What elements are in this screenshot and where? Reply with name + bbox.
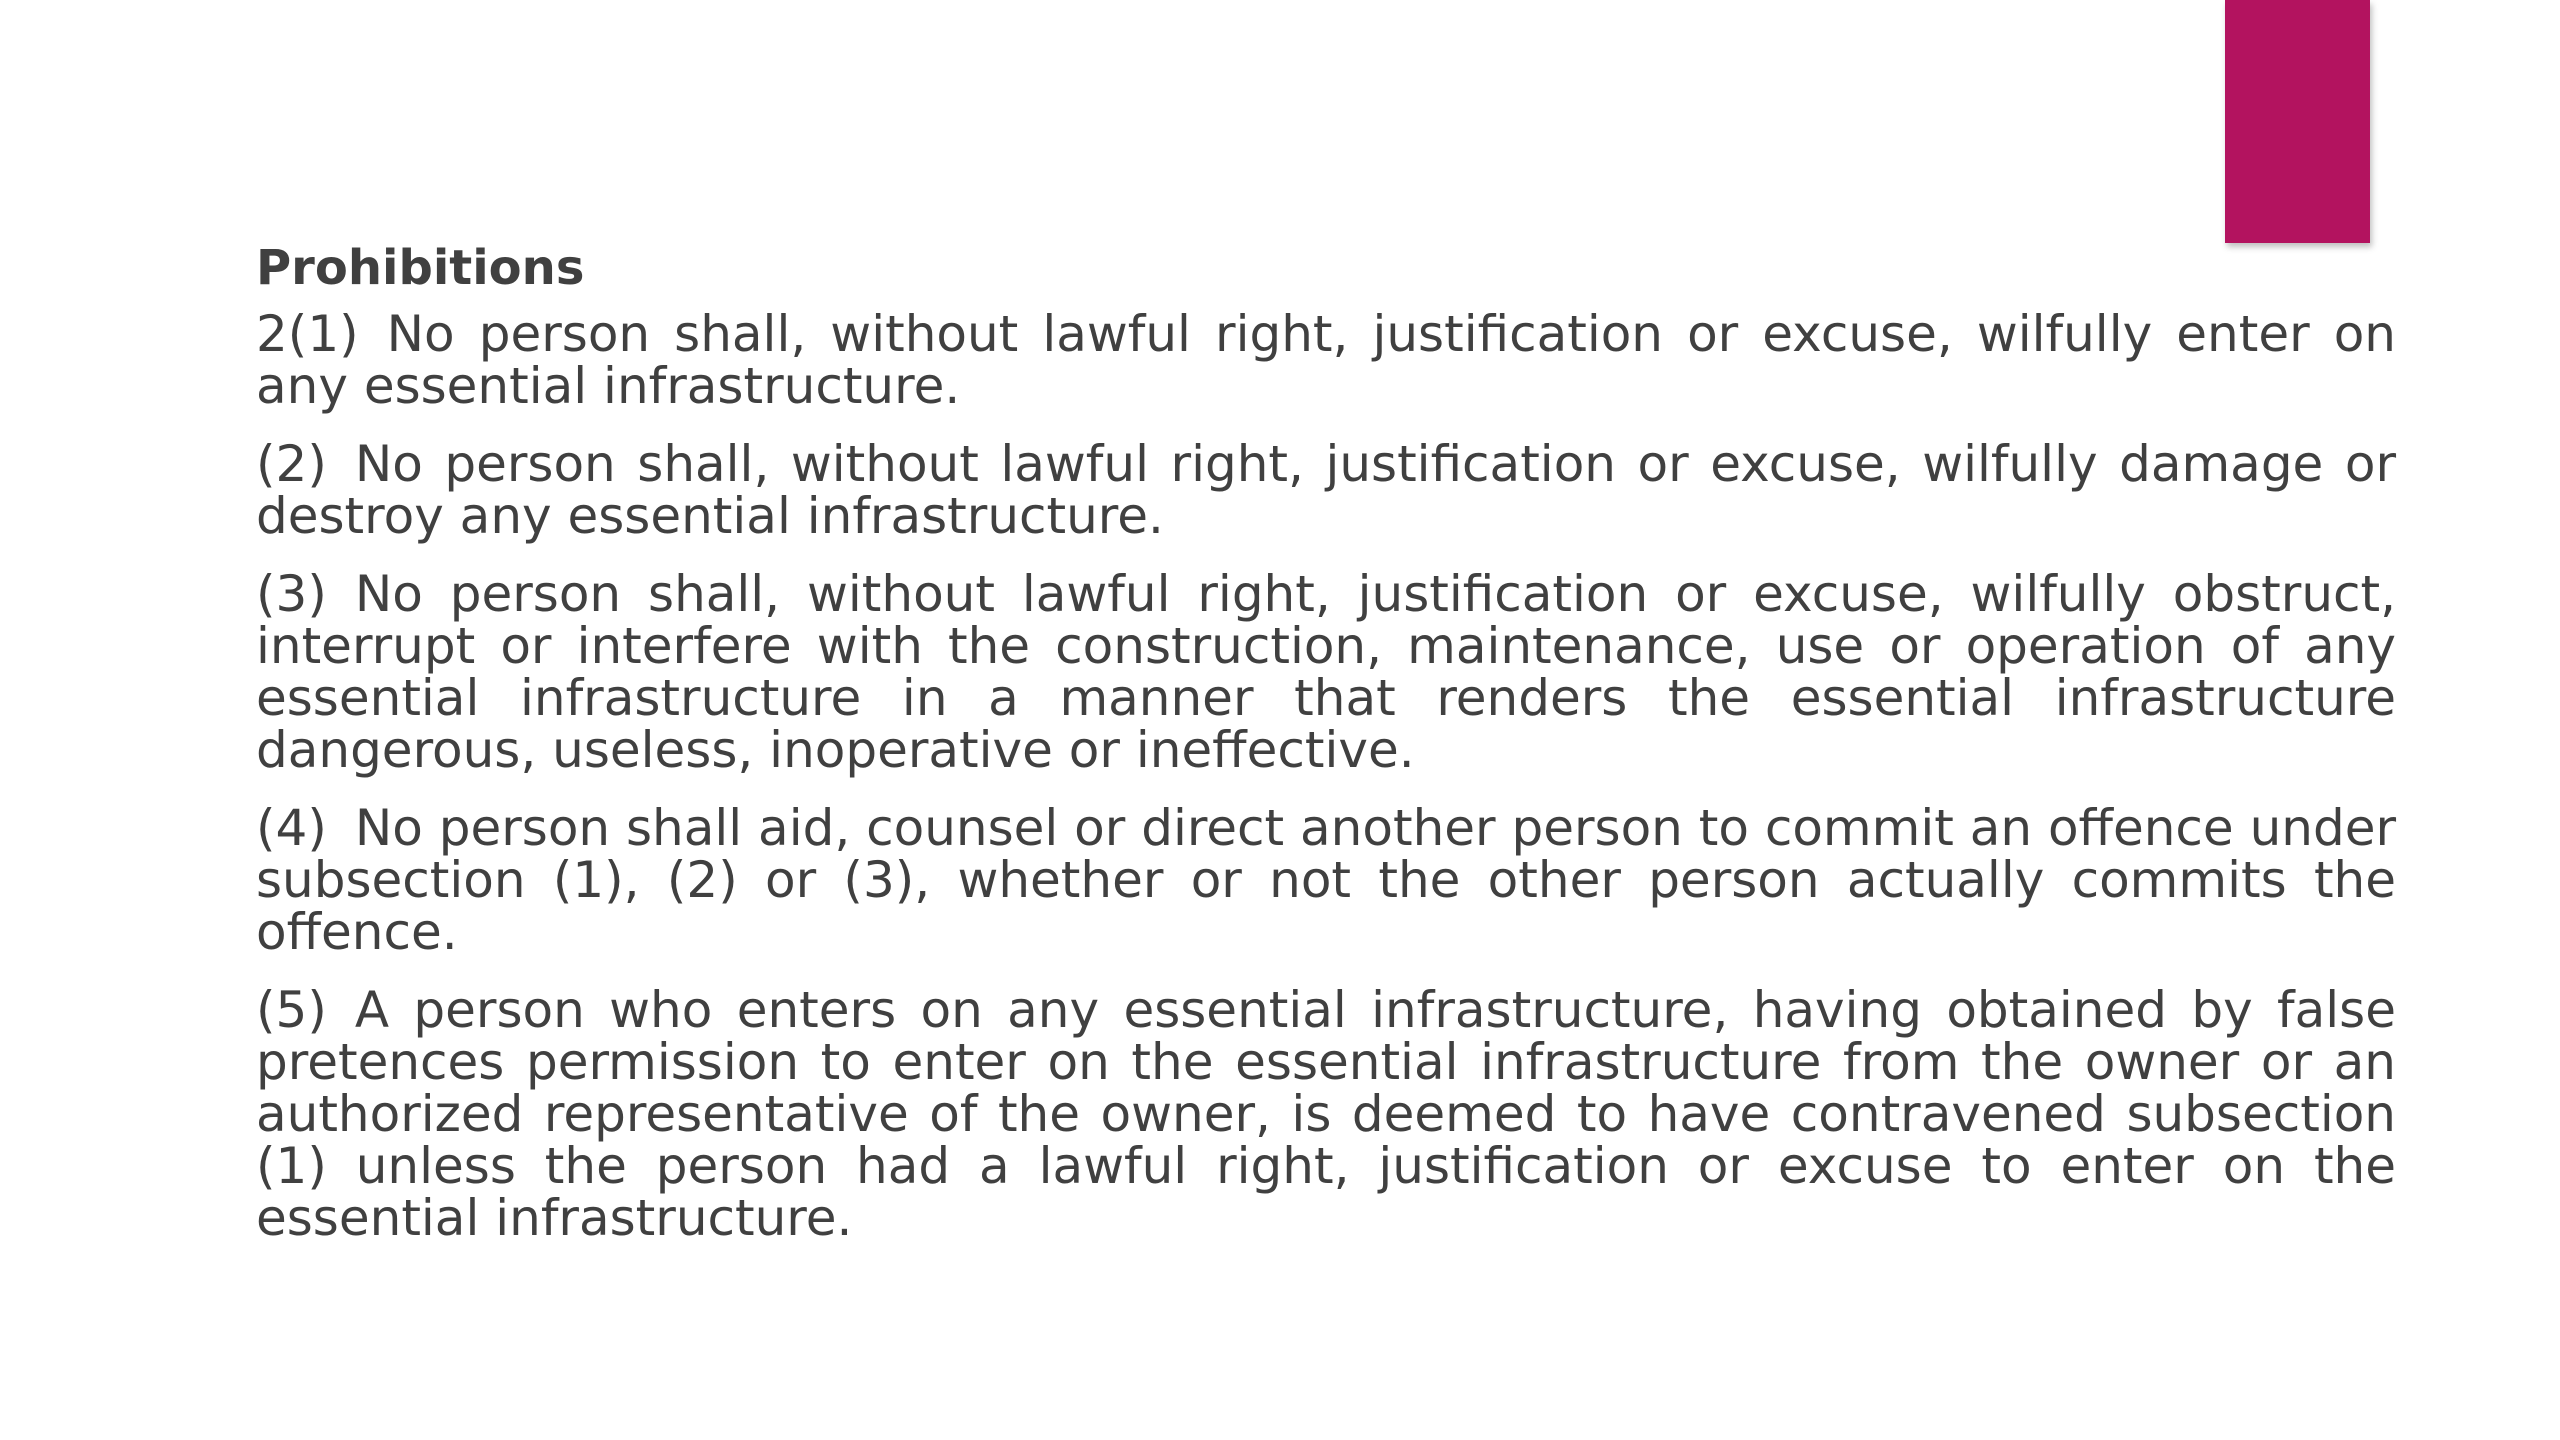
clause-number: (3) — [256, 565, 327, 623]
slide-body — [256, 232, 2396, 1270]
clause-2-4 — [256, 799, 2397, 961]
accent-bar — [2225, 0, 2370, 243]
clause-text: A person who enters on any essential infrastructure, having obtained by false pretences permission to enter on the essential infrastructure from the owner or an authorized representative of the owner, is deemed to have contravened subsection (1) unless the person had a lawful right, justification or excuse to enter on the essential infrastructure. — [256, 981, 2396, 1247]
clause-text: No person shall, without lawful right, justification or excuse, wilfully obstruct, interrupt or interfere with the construction, maintenance, use or operation of any essential infrastructure in a manner that renders the essential infrastructure dangerous, useless, inoperative or ineffective. — [256, 565, 2396, 779]
clause-2-3 — [256, 565, 2396, 779]
clause-2-5 — [256, 981, 2396, 1247]
clause-number: (5) — [256, 981, 327, 1039]
clause-number: 2(1) — [256, 305, 359, 363]
clause-text: No person shall, without lawful right, justification or excuse, wilfully enter on any essential infrastructure. — [256, 305, 2396, 415]
clause-number: (2) — [256, 435, 327, 493]
clause-number: (4) — [256, 799, 327, 857]
section-heading: Prohibitions — [256, 240, 585, 296]
clause-2-1 — [256, 305, 2396, 415]
clause-text: No person shall aid, counsel or direct another person to commit an offence under subsection (1), (2) or (3), whether or not the other person actually commits the offence. — [256, 799, 2397, 961]
clause-text: No person shall, without lawful right, justification or excuse, wilfully damage or destroy any essential infrastructure. — [256, 435, 2396, 545]
clause-2-2 — [256, 435, 2396, 545]
